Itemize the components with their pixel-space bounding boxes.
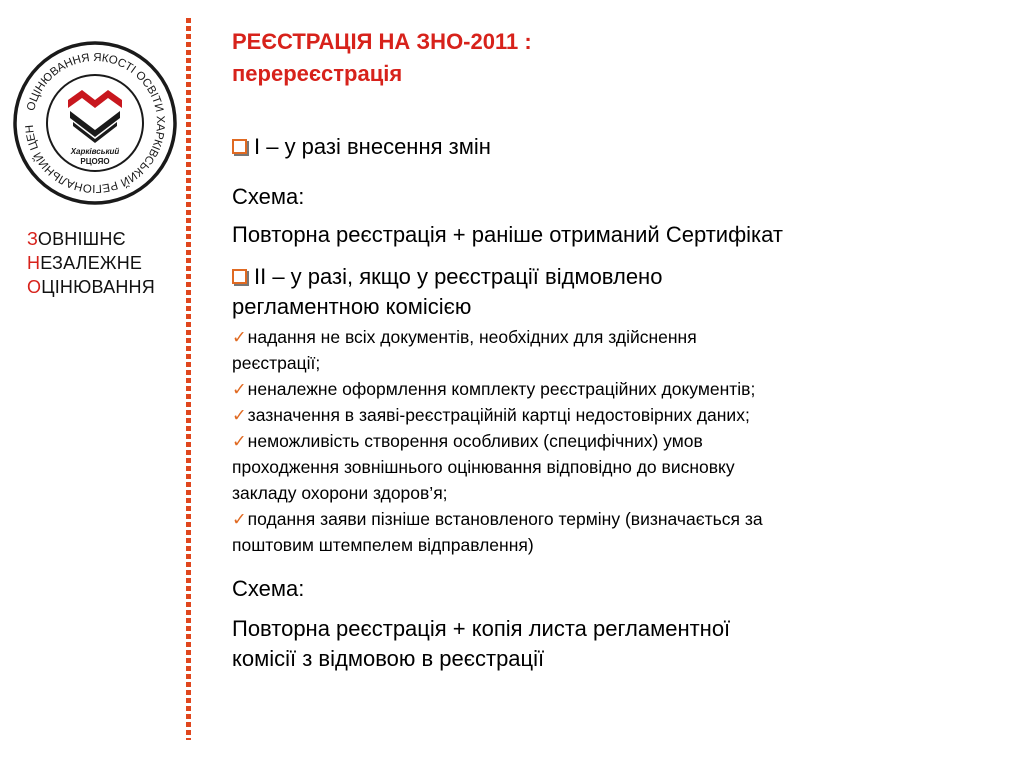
scheme-2-label: Схема: bbox=[232, 576, 305, 601]
zno-sidebar-label bbox=[27, 227, 155, 299]
scheme-1: Повторна реєстрація + раніше отриманий Сертифікат bbox=[232, 222, 783, 247]
reason-1-cont: реєстрації; bbox=[232, 353, 321, 373]
scheme-2-cont: комісії з відмовою в реєстрації bbox=[232, 646, 545, 671]
reason-3: ✓зазначення в заяві-реєстраційній картці недостовірних даних; bbox=[232, 405, 750, 425]
checkmark-icon: ✓ bbox=[232, 379, 247, 399]
reason-4-cont-2: закладу охорони здоров’я; bbox=[232, 483, 448, 503]
zno-line-2: НЕЗАЛЕЖНЕ bbox=[27, 253, 143, 273]
zno-line-3: ОЦІНЮВАННЯ bbox=[27, 277, 155, 297]
square-bullet-icon bbox=[232, 139, 247, 154]
item-1: І – у разі внесення змін bbox=[232, 132, 992, 162]
reason-1: ✓надання не всіх документів, необхідних для здійснення bbox=[232, 327, 697, 347]
checkmark-icon: ✓ bbox=[232, 431, 247, 451]
item-2-cont: регламентною комісією bbox=[232, 294, 472, 319]
checkmark-icon: ✓ bbox=[232, 327, 247, 347]
reason-2: ✓неналежне оформлення комплекту реєстраційних документів; bbox=[232, 379, 756, 399]
scheme-2: Повторна реєстрація + копія листа регламентної bbox=[232, 616, 731, 641]
logo-caption-2: РЦОЯО bbox=[80, 157, 110, 166]
zno-line-1: ЗОВНІШНЄ bbox=[27, 229, 126, 249]
reason-5: ✓подання заяви пізніше встановленого терміну (визначається за bbox=[232, 509, 763, 529]
rcoyao-logo bbox=[10, 38, 180, 208]
square-bullet-icon bbox=[232, 269, 247, 284]
checkmark-icon: ✓ bbox=[232, 405, 247, 425]
slide-title: РЕЄСТРАЦІЯ НА ЗНО-2011 : перереєстрація bbox=[232, 29, 532, 86]
reason-4-cont-1: проходження зовнішнього оцінювання відповідно до висновку bbox=[232, 457, 735, 477]
logo-ring-text: ОЦІНЮВАННЯ ЯКОСТІ ОСВІТИ ХАРКІВСЬКИЙ РЕГІОНАЛЬНИЙ ЦЕН bbox=[23, 51, 167, 195]
logo-emblem-icon bbox=[10, 38, 180, 208]
dotted-divider bbox=[186, 18, 191, 740]
slide-content bbox=[232, 132, 992, 674]
scheme-label: Схема: bbox=[232, 184, 305, 209]
logo-caption-1: Харківський bbox=[70, 147, 120, 156]
checkmark-icon: ✓ bbox=[232, 509, 247, 529]
item-2: ІІ – у разі, якщо у реєстрації відмовлено bbox=[232, 262, 992, 292]
reason-4: ✓неможливість створення особливих (специфічних) умов bbox=[232, 431, 703, 451]
reason-5-cont: поштовим штемпелем відправлення) bbox=[232, 535, 534, 555]
